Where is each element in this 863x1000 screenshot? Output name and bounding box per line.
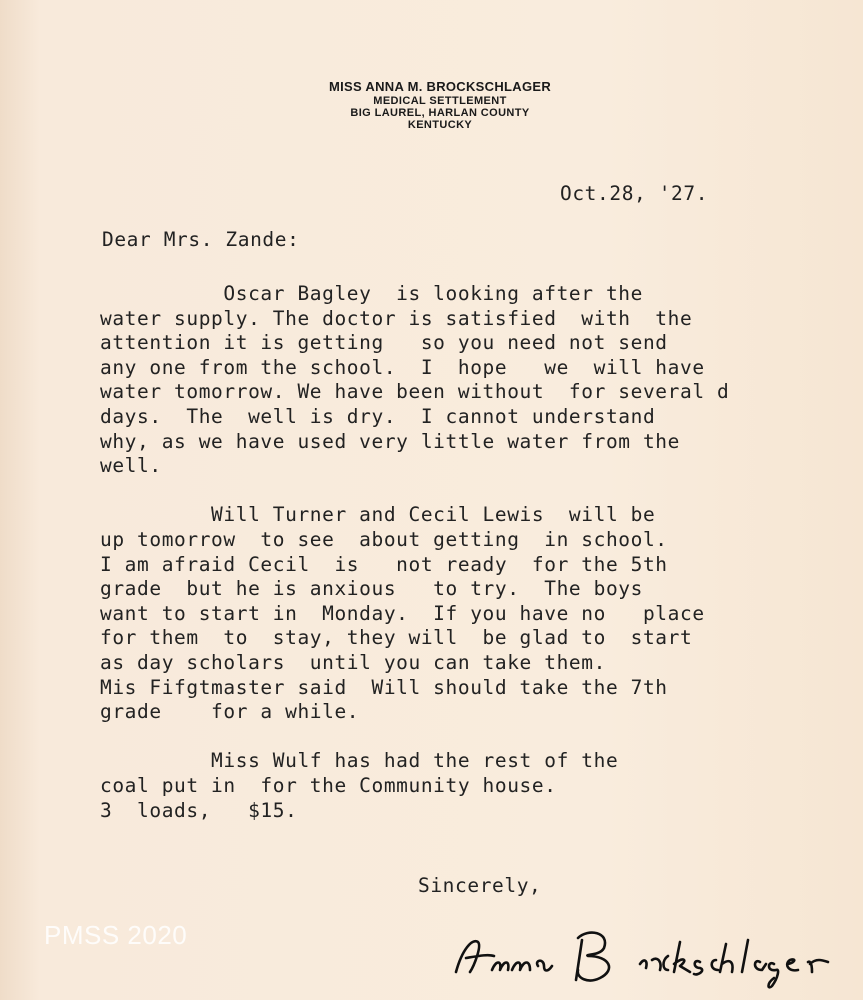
- body-line: water tomorrow. We have been without for several d: [100, 380, 730, 404]
- body-line: water supply. The doctor is satisfied with the: [100, 306, 693, 330]
- body-line: Will Turner and Cecil Lewis will be: [100, 503, 656, 527]
- watermark: PMSS 2020: [44, 920, 188, 950]
- letterhead-line1: MEDICAL SETTLEMENT: [373, 94, 507, 107]
- body-line: attention it is getting so you need not send: [100, 331, 668, 355]
- body-line: well.: [100, 454, 162, 478]
- body-line: days. The well is dry. I cannot understand: [100, 405, 656, 428]
- body-line: Mis Fifgtmaster said Will should take the 7th: [100, 675, 668, 699]
- body-line: why, as we have used very little water from the: [100, 429, 680, 453]
- body-line: grade but he is anxious to try. The boys: [100, 577, 643, 601]
- body-line: Oscar Bagley is looking after the: [100, 282, 643, 305]
- body-line: coal put in for the Community house.: [100, 774, 557, 797]
- body-line: 3 loads, $15.: [100, 798, 298, 822]
- body-line: up tomorrow to see about getting in school.: [100, 528, 668, 551]
- salutation: Dear Mrs. Zande:: [102, 228, 300, 251]
- letterhead-line2: BIG LAUREL, HARLAN COUNTY: [350, 106, 530, 119]
- body-line: as day scholars until you can take them.: [100, 651, 606, 674]
- body-line: grade for a while.: [100, 700, 360, 724]
- closing: Sincerely,: [418, 874, 542, 897]
- body-line: Miss Wulf has had the rest of the: [100, 749, 619, 773]
- body-line: for them to stay, they will be glad to start: [100, 626, 693, 650]
- body-line: want to start in Monday. If you have no place: [100, 601, 705, 625]
- letterhead-line3: KENTUCKY: [407, 119, 473, 132]
- signature-stroke: [456, 933, 828, 988]
- letter-date: Oct.28, '27.: [560, 182, 709, 205]
- letterhead-name: MISS ANNA M. BROCKSCHLAGER: [328, 79, 552, 94]
- body-line: I am afraid Cecil is not ready for the 5th: [100, 552, 668, 576]
- signature: [448, 920, 858, 990]
- letterhead: [300, 80, 580, 131]
- body-line: any one from the school. I hope we will have: [100, 355, 705, 379]
